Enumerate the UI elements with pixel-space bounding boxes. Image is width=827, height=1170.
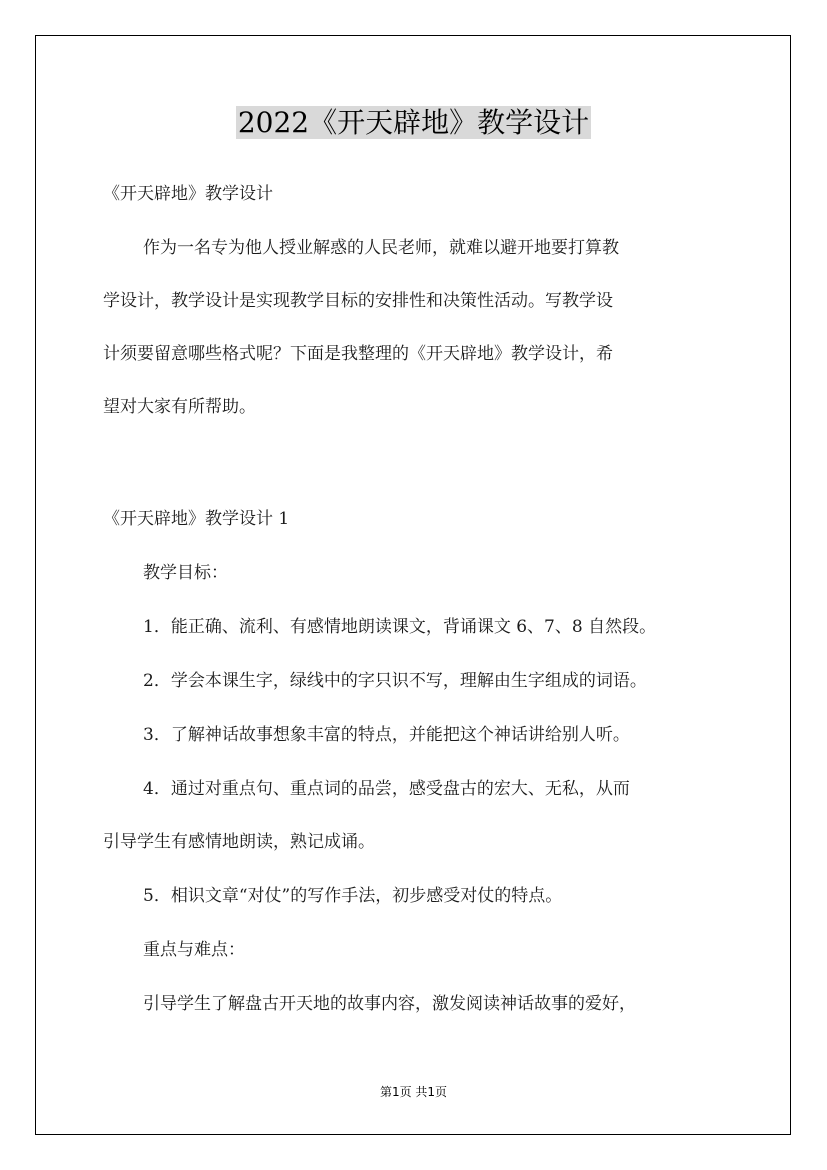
paragraph-line: 学设计，教学设计是实现教学目标的安排性和决策性活动。写教学设 <box>103 291 613 311</box>
objective-item: 4．通过对重点句、重点词的品尝，感受盘古的宏大、无私，从而 <box>143 779 630 799</box>
intro-heading: 《开天辟地》教学设计 <box>103 184 273 204</box>
section-heading: 《开天辟地》教学设计 1 <box>103 509 290 529</box>
objective-item: 2．学会本课生字，绿线中的字只识不写，理解由生字组成的词语。 <box>143 671 647 691</box>
objective-item: 3．了解神话故事想象丰富的特点，并能把这个神话讲给别人听。 <box>143 725 630 745</box>
objective-item-continued: 引导学生有感情地朗读，熟记成诵。 <box>103 832 375 852</box>
paragraph-line: 作为一名专为他人授业解惑的人民老师，就难以避开地要打算教 <box>143 238 619 258</box>
objectives-label: 教学目标： <box>143 563 228 583</box>
objective-item: 1．能正确、流利、有感情地朗读课文，背诵课文 6、7、8 自然段。 <box>143 617 657 637</box>
paragraph-line: 望对大家有所帮助。 <box>103 397 256 417</box>
paragraph-line: 引导学生了解盘古开天地的故事内容，激发阅读神话故事的爱好， <box>143 994 636 1014</box>
paragraph-line: 计须要留意哪些格式呢？下面是我整理的《开天辟地》教学设计，希 <box>103 344 613 364</box>
page-footer: 第1页 共1页 <box>379 1085 448 1099</box>
key-points-label: 重点与难点： <box>143 940 245 960</box>
objective-item: 5．相识文章“对仗”的写作手法，初步感受对仗的特点。 <box>143 886 563 906</box>
document-title: 2022《开天辟地》教学设计 <box>237 106 590 139</box>
